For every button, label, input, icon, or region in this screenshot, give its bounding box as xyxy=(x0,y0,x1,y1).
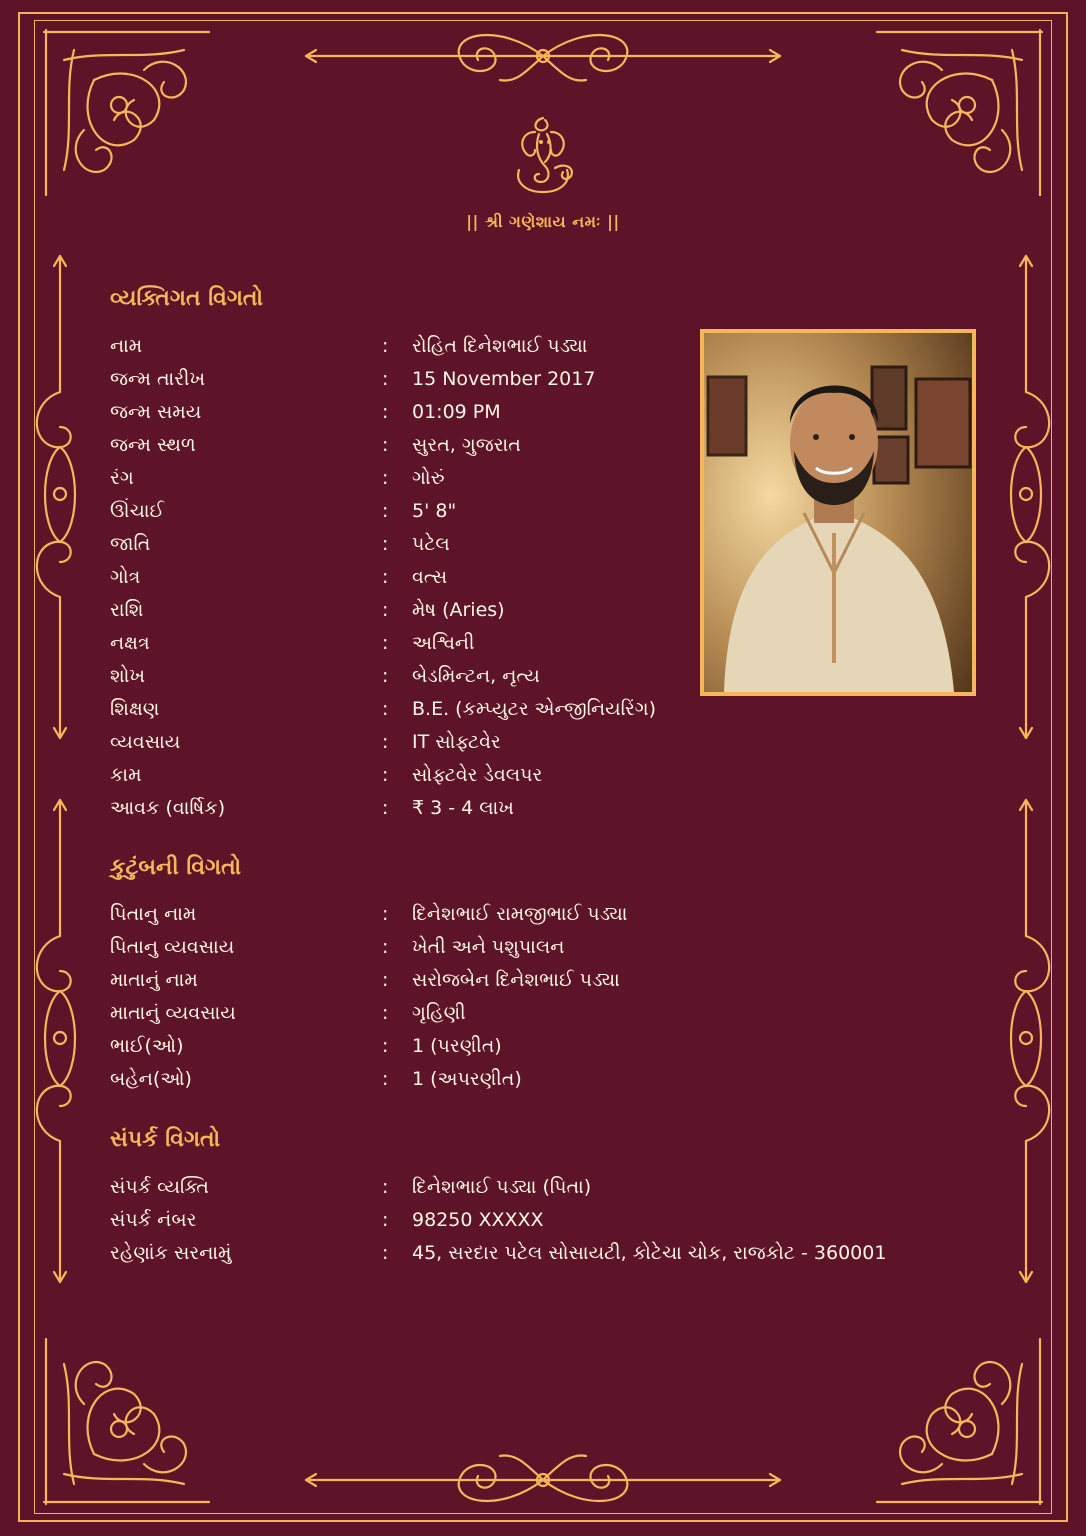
row-label: કામ xyxy=(110,764,142,786)
row-label: બહેન(ઓ) xyxy=(110,1068,192,1090)
row-separator: : xyxy=(382,1209,389,1231)
row-value: 1 (પરણીત) xyxy=(412,1035,502,1057)
row-value: 5' 8" xyxy=(412,500,457,522)
row-label: જન્મ સ્થળ xyxy=(110,434,196,456)
ganesh-icon xyxy=(505,112,581,196)
row-separator: : xyxy=(382,698,389,720)
row-separator: : xyxy=(382,969,389,991)
row-label: રાશિ xyxy=(110,599,144,621)
row-value: 15 November 2017 xyxy=(412,368,596,390)
row-separator: : xyxy=(382,764,389,786)
row-label: શિક્ષણ xyxy=(110,698,160,720)
row-label: માતાનું નામ xyxy=(110,969,198,991)
row-separator: : xyxy=(382,1068,389,1090)
row-separator: : xyxy=(382,1035,389,1057)
bottom-flourish xyxy=(300,1448,786,1508)
row-label: પિતાનુ નામ xyxy=(110,903,197,925)
row-value: ગોરું xyxy=(412,467,445,489)
row-label: પિતાનુ વ્યવસાય xyxy=(110,936,235,958)
row-separator: : xyxy=(382,797,389,819)
row-separator: : xyxy=(382,731,389,753)
left-side-ornament-lower xyxy=(30,796,90,1286)
row-value: B.E. (કમ્પ્યુટર એન્જીનિયરિંગ) xyxy=(412,698,657,720)
row-value: વત્સ xyxy=(412,566,448,588)
row-value: IT સોફ્ટવેર xyxy=(412,731,501,753)
row-value: દિનેશભાઈ રામજીભાઈ પડ્યા xyxy=(412,903,628,925)
contact-section-title: સંપર્ક વિગતો xyxy=(110,1127,221,1152)
row-value: દિનેશભાઈ પડ્યા (પિતા) xyxy=(412,1176,592,1198)
top-flourish xyxy=(300,28,786,88)
row-value: 1 (અપરણીત) xyxy=(412,1068,522,1090)
row-label: સંપર્ક વ્યક્તિ xyxy=(110,1176,209,1198)
row-label: વ્યવસાય xyxy=(110,731,181,753)
row-separator: : xyxy=(382,533,389,555)
row-separator: : xyxy=(382,1242,389,1264)
row-label: સંપર્ક નંબર xyxy=(110,1209,197,1231)
row-label: જાતિ xyxy=(110,533,151,555)
row-label: ભાઈ(ઓ) xyxy=(110,1035,184,1057)
row-value: 01:09 PM xyxy=(412,401,501,423)
row-label: રંગ xyxy=(110,467,134,489)
row-separator: : xyxy=(382,500,389,522)
corner-ornament-top-left xyxy=(34,20,224,210)
row-label: જન્મ તારીખ xyxy=(110,368,206,390)
profile-photo xyxy=(700,329,976,696)
row-label: જન્મ સમય xyxy=(110,401,202,423)
row-label: નામ xyxy=(110,335,143,357)
left-side-ornament-upper xyxy=(30,252,90,742)
corner-ornament-bottom-left xyxy=(34,1324,224,1514)
row-value: સુરત, ગુજરાત xyxy=(412,434,521,456)
row-separator: : xyxy=(382,1002,389,1024)
row-separator: : xyxy=(382,434,389,456)
row-value: મેષ (Aries) xyxy=(412,599,505,621)
right-side-ornament-upper xyxy=(996,252,1056,742)
row-value: સરોજબેન દિનેશભાઈ પડ્યા xyxy=(412,969,620,991)
row-separator: : xyxy=(382,467,389,489)
row-label: આવક (વાર્ષિક) xyxy=(110,797,226,819)
personal-section-title: વ્યક્તિગત વિગતો xyxy=(110,286,264,311)
row-value: 98250 XXXXX xyxy=(412,1209,544,1231)
row-value: 45, સરદાર પટેલ સોસાયટી, કોટેચા ચોક, રાજકોટ - 360001 xyxy=(412,1242,887,1264)
row-label: નક્ષત્ર xyxy=(110,632,150,654)
row-separator: : xyxy=(382,1176,389,1198)
row-value: પટેલ xyxy=(412,533,450,555)
row-value: ₹ 3 - 4 લાખ xyxy=(412,797,514,819)
row-separator: : xyxy=(382,665,389,687)
row-separator: : xyxy=(382,599,389,621)
row-label: શોખ xyxy=(110,665,146,687)
row-value: ખેતી અને પશુપાલન xyxy=(412,936,565,958)
family-section-title: કુટુંબની વિગતો xyxy=(110,855,242,880)
row-label: રહેણાંક સરનામું xyxy=(110,1242,232,1264)
row-separator: : xyxy=(382,566,389,588)
row-value: અશ્વિની xyxy=(412,632,475,654)
row-value: રોહિત દિનેશભાઈ પડ્યા xyxy=(412,335,588,357)
row-label: ગોત્ર xyxy=(110,566,141,588)
row-separator: : xyxy=(382,936,389,958)
row-separator: : xyxy=(382,632,389,654)
row-separator: : xyxy=(382,903,389,925)
row-label: માતાનું વ્યવસાય xyxy=(110,1002,236,1024)
row-value: બેડમિન્ટન, નૃત્ય xyxy=(412,665,540,687)
mantra-text: || શ્રી ગણેશાય નમઃ || xyxy=(466,212,620,231)
row-separator: : xyxy=(382,335,389,357)
right-side-ornament-lower xyxy=(996,796,1056,1286)
row-value: સોફ્ટવેર ડેવલપર xyxy=(412,764,543,786)
row-separator: : xyxy=(382,401,389,423)
row-separator: : xyxy=(382,368,389,390)
corner-ornament-top-right xyxy=(862,20,1052,210)
row-value: ગૃહિણી xyxy=(412,1002,466,1024)
row-label: ઊંચાઈ xyxy=(110,500,165,522)
corner-ornament-bottom-right xyxy=(862,1324,1052,1514)
